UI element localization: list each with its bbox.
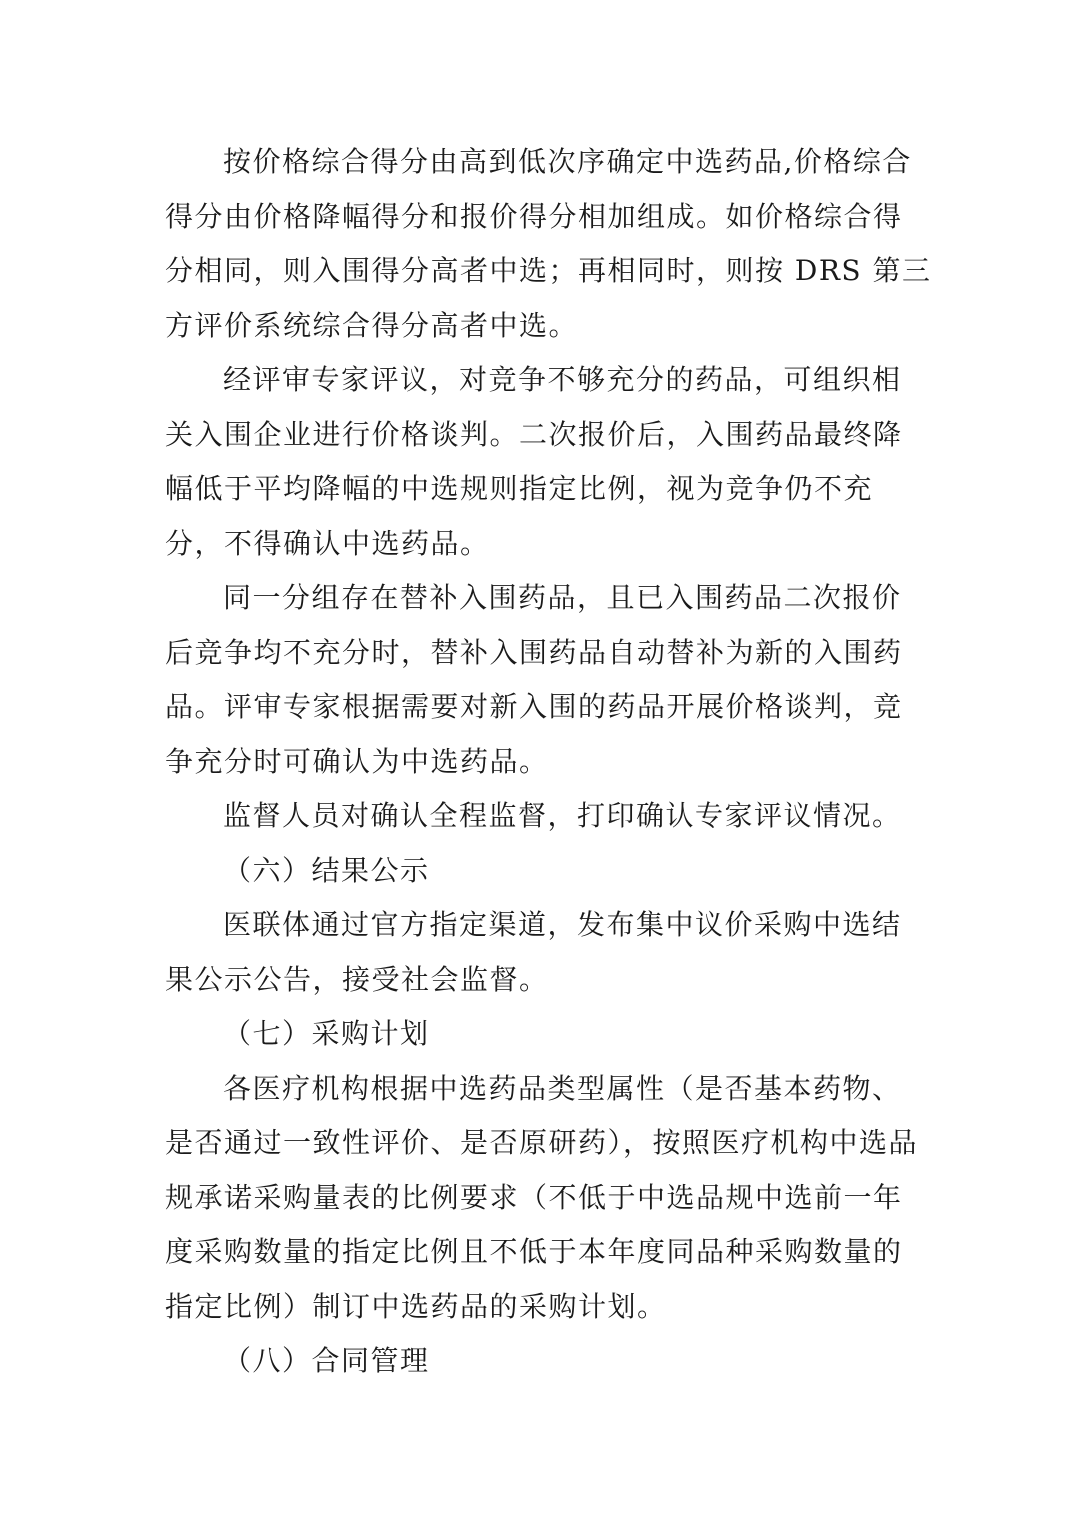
paragraph-line: 同一分组存在替补入围药品，且已入围药品二次报价 xyxy=(223,581,902,614)
paragraph-line: 监督人员对确认全程监督，打印确认专家评议情况。 xyxy=(223,799,902,832)
paragraph-line: 规承诺采购量表的比例要求（不低于中选品规中选前一年 xyxy=(165,1180,903,1214)
paragraph-line: 是否通过一致性评价、是否原研药），按照医疗机构中选品 xyxy=(165,1126,919,1159)
paragraph-line: 医联体通过官方指定渠道，发布集中议价采购中选结 xyxy=(223,908,902,941)
paragraph-line: 关入围企业进行价格谈判。二次报价后，入围药品最终降 xyxy=(165,417,903,451)
paragraph-line: 品。评审专家根据需要对新入围的药品开展价格谈判，竞 xyxy=(165,690,903,723)
document-body xyxy=(165,135,932,1389)
section-heading: （八）合同管理 xyxy=(223,1344,430,1377)
paragraph-line: 争充分时可确认为中选药品。 xyxy=(165,744,549,778)
paragraph-line: 按价格综合得分由高到低次序确定中选药品,价格综合 xyxy=(223,145,912,178)
paragraph-line: 果公示公告，接受社会监督。 xyxy=(165,962,549,996)
paragraph-line: 分相同，则入围得分高者中选；再相同时，则按 DRS 第三 xyxy=(165,254,932,287)
paragraph-line: 分，不得确认中选药品。 xyxy=(165,526,490,560)
paragraph-line: 后竞争均不充分时，替补入围药品自动替补为新的入围药 xyxy=(165,635,903,669)
paragraph-line: 经评审专家评议，对竞争不够充分的药品，可组织相 xyxy=(223,363,902,396)
paragraph-line: 各医疗机构根据中选药品类型属性（是否基本药物、 xyxy=(223,1071,902,1105)
paragraph-line: 幅低于平均降幅的中选规则指定比例，视为竞争仍不充 xyxy=(165,472,874,505)
paragraph-line: 度采购数量的指定比例且不低于本年度同品种采购数量的 xyxy=(165,1235,903,1268)
section-heading: （七）采购计划 xyxy=(223,1017,430,1050)
paragraph-line: 方评价系统综合得分高者中选。 xyxy=(165,308,579,342)
section-heading: （六）结果公示 xyxy=(223,853,430,887)
paragraph-line: 指定比例）制订中选药品的采购计划。 xyxy=(165,1289,667,1323)
paragraph-line: 得分由价格降幅得分和报价得分相加组成。如价格综合得 xyxy=(165,199,903,233)
